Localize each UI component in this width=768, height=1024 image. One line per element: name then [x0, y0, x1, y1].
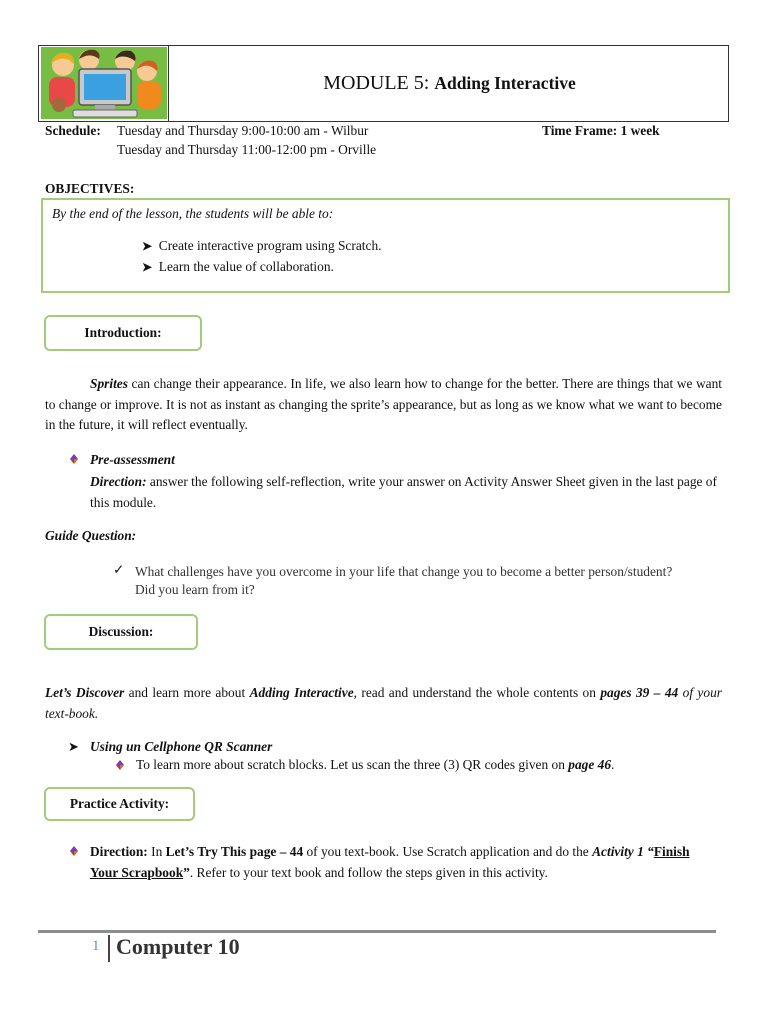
practice-activity-label: Practice Activity: [69, 796, 170, 811]
activity-1: Activity 1 “ [592, 844, 654, 859]
pre-assessment-direction [90, 472, 722, 513]
practice-direction [90, 842, 702, 883]
practice-close-quote: ” [183, 864, 190, 880]
objective-text: Learn the value of collaboration. [158, 259, 334, 274]
direction-label: Direction: [90, 474, 147, 489]
objective-item-1 [142, 238, 381, 254]
sprites-term: Sprites [90, 376, 128, 391]
discussion-label: Discussion: [88, 624, 154, 639]
guide-question-label: Guide Question: [45, 528, 137, 543]
practice-text-3: . Refer to your text book and follow the steps given in this activity. [189, 864, 548, 880]
introduction-paragraph [45, 374, 722, 436]
discussion-text-1: and learn more about [124, 685, 250, 700]
footer-title: Computer 10 [116, 934, 240, 959]
qr-scanner-text [136, 757, 614, 773]
objective-item-2 [142, 259, 334, 275]
arrow-bullet-icon: ➤ [68, 739, 79, 754]
schedule-label: Schedule: [45, 123, 101, 138]
pages-reference: pages 39 – 44 [600, 685, 679, 700]
adding-interactive-term: Adding Interactive [249, 685, 354, 700]
diamond-bullet-icon [68, 845, 80, 861]
page-number: 1 [92, 938, 100, 954]
lets-try-this: Let’s Try This page – 44 [165, 844, 304, 859]
pre-assessment-title: Pre-assessment [90, 452, 175, 467]
introduction-text: can change their appearance. In life, we also learn how to change for the better. There are things that we want to change or improve. It is not as instant as changing the sprite’s appearance, but as long as we know what we want to become in the future, it will reflect eventually. [45, 376, 722, 432]
practice-activity-label-box [44, 787, 195, 821]
direction-text: answer the following self-reflection, write your answer on Activity Answer Sheet given in the last page of this module. [90, 474, 717, 510]
introduction-label-box [44, 315, 202, 351]
checkmark-icon: ✓ [113, 562, 125, 577]
practice-text-2: of you text-book. Use Scratch application and do the [303, 844, 593, 859]
schedule-line-1: Tuesday and Thursday 9:00-10:00 am - Wilbur [117, 123, 369, 138]
discussion-label-box [44, 614, 198, 650]
footer-separator [108, 935, 110, 962]
diamond-bullet-icon [68, 453, 80, 469]
module-label: MODULE 5 [323, 72, 424, 94]
objectives-heading: OBJECTIVES: [45, 181, 135, 196]
introduction-label: Introduction: [84, 325, 162, 340]
lets-discover: Let’s Discover [45, 685, 125, 700]
qr-end: . [611, 757, 615, 772]
discussion-text-3: of your text-book. [45, 685, 722, 721]
arrow-bullet-icon: ➤ [142, 239, 153, 253]
diamond-bullet-icon [114, 759, 126, 775]
footer-rule [38, 930, 716, 933]
time-frame: Time Frame: 1 week [542, 123, 660, 138]
qr-text: To learn more about scratch blocks. Let us scan the three (3) QR codes given on [136, 757, 569, 772]
header-divider [168, 45, 169, 122]
practice-text-1: In [147, 844, 166, 859]
discussion-text-2: , read and understand the whole contents on [353, 685, 601, 700]
module-title-separator: : [423, 72, 435, 94]
qr-page: page 46 [568, 757, 612, 772]
schedule-line-2: Tuesday and Thursday 11:00-12:00 pm - Orville [117, 142, 377, 157]
kids-computer-logo [41, 47, 167, 119]
finish-your-scrapbook: Finish Your Scrapbook [90, 844, 690, 880]
discussion-paragraph [45, 683, 722, 724]
arrow-bullet-icon: ➤ [142, 260, 153, 274]
module-title [170, 72, 729, 95]
module-subtitle: Adding Interactive [434, 73, 576, 93]
objective-text: Create interactive program using Scratch. [158, 238, 382, 253]
practice-direction-label: Direction: [90, 844, 148, 859]
qr-scanner-title: Using un Cellphone QR Scanner [90, 739, 273, 754]
objectives-intro: By the end of the lesson, the students will be able to: [52, 206, 334, 221]
guide-question-text: What challenges have you overcome in your life that change you to become a better person/student? Did you learn from it? [135, 564, 673, 597]
